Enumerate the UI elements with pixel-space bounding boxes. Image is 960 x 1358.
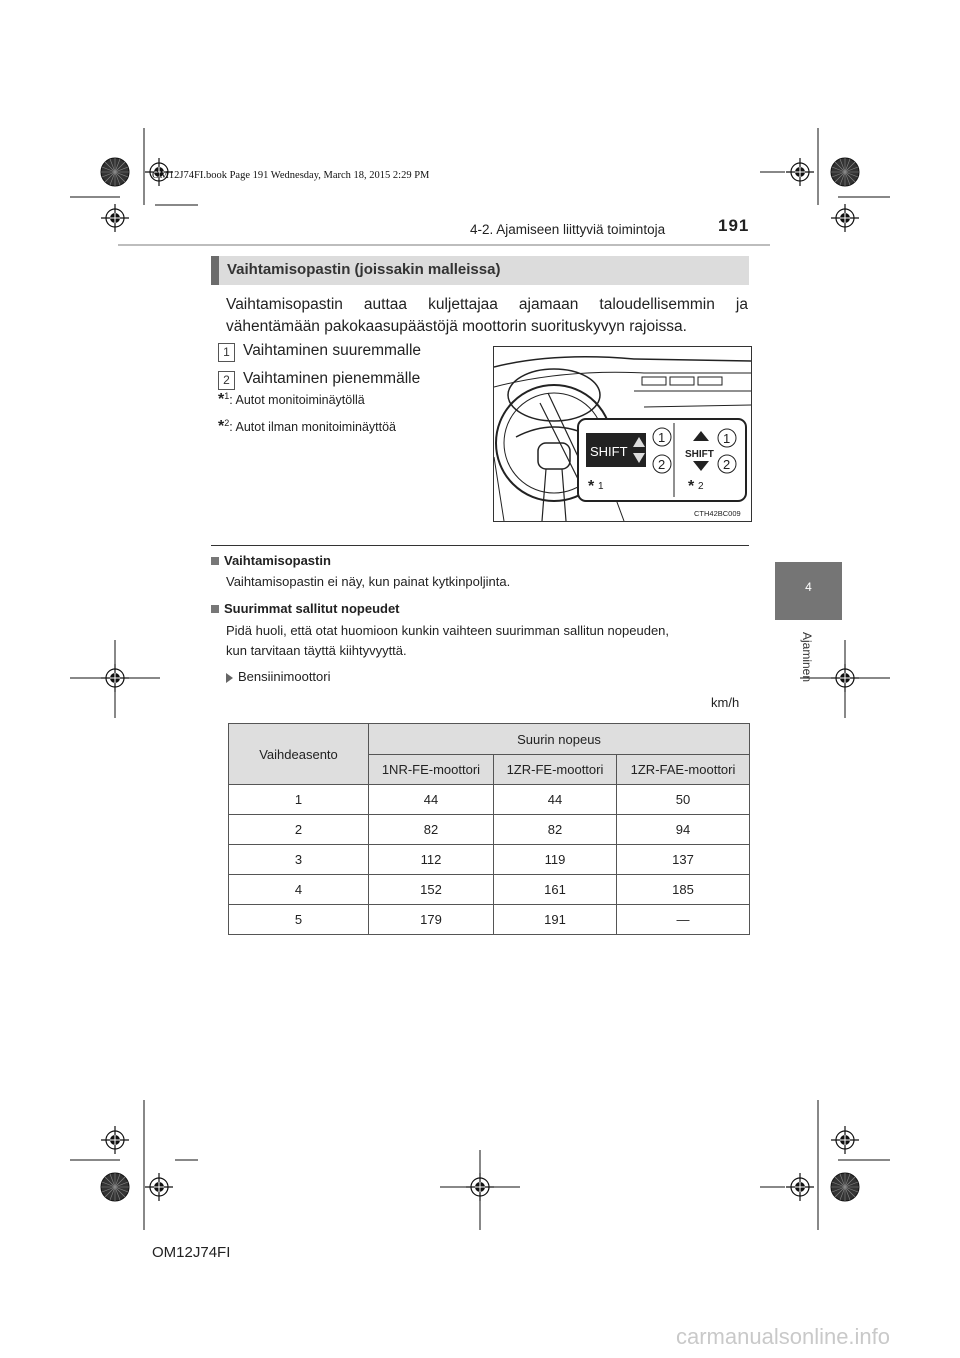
footnote-1-text: : Autot monitoiminäytöllä [229,393,365,408]
header-max-speed: Suurin nopeus [369,724,750,755]
cell-speed: 191 [493,905,616,935]
item-shift-down: Vaihtaminen pienemmälle [243,370,421,387]
footnote-2-mark: * [218,418,225,436]
shift-indicator-label: SHIFT [590,444,628,459]
figure-mark-1: * [588,478,595,495]
max-speed-table [228,723,750,935]
figure-mark-1-sup: 1 [598,481,604,492]
footnote-2-sup: 2 [224,418,230,428]
cell-speed: 44 [369,785,494,815]
footnote-2-text: : Autot ilman monitoiminäyttöä [229,420,396,435]
note-1-text: Vaihtamisopastin ei näy, kun painat kytkinpoljinta. [226,574,511,589]
note-2-heading [211,600,400,618]
cell-speed: 82 [493,815,616,845]
section-heading [211,256,749,285]
triangle-bullet-icon [226,673,233,683]
header-rule [118,244,770,246]
cell-speed: 112 [369,845,494,875]
header-engine-3: 1ZR-FAE-moottori [617,755,750,785]
table-row [229,875,750,905]
header-engine-1: 1NR-FE-moottori [369,755,494,785]
dashboard-drawing [494,347,751,521]
table-row [229,905,750,935]
callout-2-right: 2 [723,457,731,472]
footnote-2 [218,418,396,436]
figure-code: CTH42BC009 [694,509,741,518]
cell-gear: 1 [229,785,369,815]
callout-number-2: 2 [218,371,235,390]
cell-gear: 3 [229,845,369,875]
callout-1-right: 1 [723,431,731,446]
page-number: 191 [718,216,750,235]
cell-speed: 179 [369,905,494,935]
notes-rule [211,545,749,546]
note-2-text-line-2: kun tarvitaan täyttä kiihtyvyyttä. [226,643,407,658]
cell-speed: 50 [617,785,750,815]
cell-gear: 2 [229,815,369,845]
header-gear: Vaihdeasento [229,724,369,785]
cell-speed: 152 [369,875,494,905]
figure-mark-2-sup: 2 [698,481,704,492]
footnote-1-sup: 1 [224,391,230,401]
engine-heading [226,667,331,687]
figure-mark-2: * [688,478,695,495]
intro-line-1: Vaihtamisopastin auttaa kuljettajaa ajamaan taloudellisemmin ja [226,296,748,313]
cell-speed: 82 [369,815,494,845]
callout-1-left: 1 [658,430,666,445]
unit-label: km/h [711,695,740,710]
table-row [229,815,750,845]
chapter-tab[interactable]: 4 [775,562,842,620]
note-2-text-line-1: Pidä huoli, että otat huomioon kunkin vaihteen suurimman sallitun nopeuden, [226,623,670,638]
callout-2-left: 2 [658,457,666,472]
cell-speed: 119 [493,845,616,875]
section-accent [211,256,219,285]
book-info-line: OM12J74FI.book Page 191 Wednesday, March 18, 2015 2:29 PM [152,170,430,181]
watermark: carmanualsonline.info [676,1324,891,1349]
footnote-1-mark: * [218,391,225,409]
section-title: Vaihtamisopastin (joissakin malleissa) [227,261,501,278]
cell-speed: 161 [493,875,616,905]
note-2-bullet [211,605,219,613]
cell-speed: 94 [617,815,750,845]
note-1-heading [211,552,331,570]
cell-speed: 44 [493,785,616,815]
cell-speed: 137 [617,845,750,875]
footnote-1 [218,391,365,409]
intro-line-2: vähentämään pakokaasupäästöjä moottorin suorituskyvyn rajoissa. [226,318,687,335]
manual-code: OM12J74FI [152,1244,231,1261]
table-row [229,845,750,875]
note-1-title: Vaihtamisopastin [224,553,331,568]
chapter-title: 4-2. Ajamiseen liittyviä toimintoja [470,222,666,237]
table-row [229,785,750,815]
callout-number-1: 1 [218,343,235,362]
note-1-bullet [211,557,219,565]
item-shift-up: Vaihtaminen suuremmalle [243,342,422,359]
note-2-title: Suurimmat sallitut nopeudet [224,601,400,616]
cell-gear: 5 [229,905,369,935]
header-engine-2: 1ZR-FE-moottori [493,755,616,785]
cell-speed: 185 [617,875,750,905]
engine-label: Bensiinimoottori [238,669,331,684]
dashboard-illustration [493,346,752,522]
cell-speed: — [617,905,750,935]
chapter-tab-label: Ajaminen [800,632,814,683]
shift-text-indicator: SHIFT [685,449,714,460]
cell-gear: 4 [229,875,369,905]
